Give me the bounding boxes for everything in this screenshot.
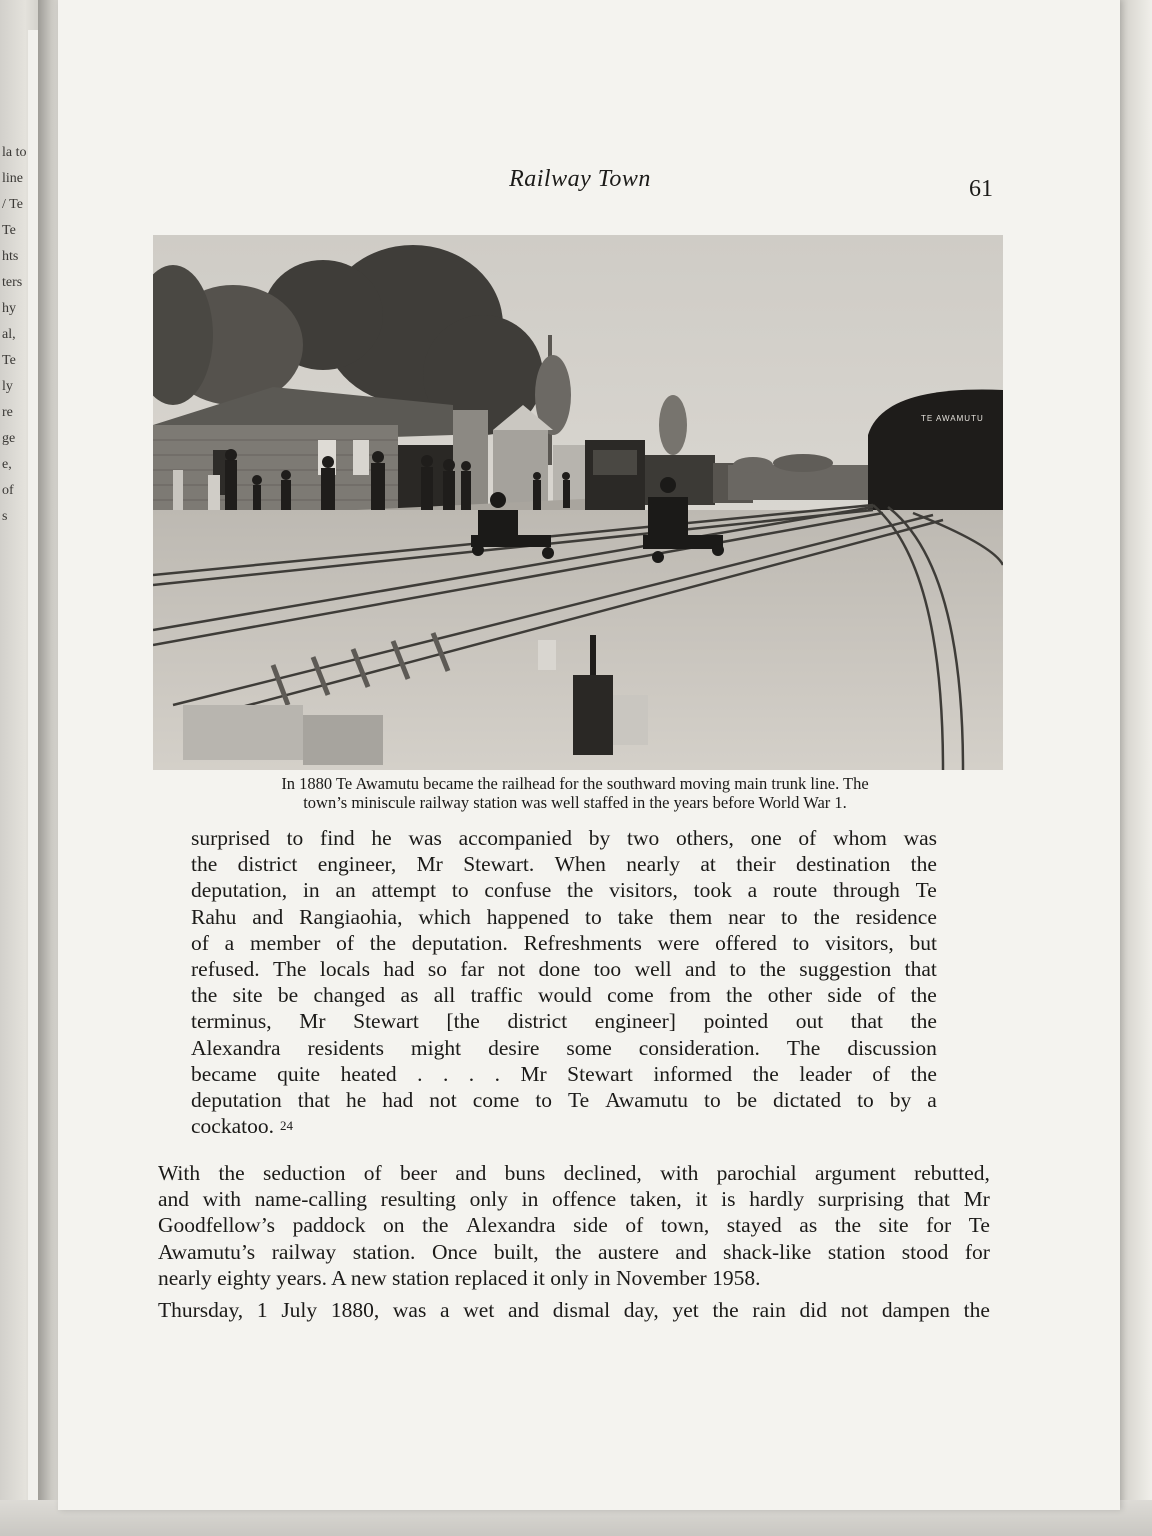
quote-last-line: cockatoo. [191,1114,274,1139]
text-line: of a member of the deputation. Refreshments were offered to visitors, but [191,930,937,955]
text-line: terminus, Mr Stewart [the district engineer] pointed out that the [191,1009,937,1034]
facing-page-fragment: Te [2,353,16,368]
railway-station-photo [153,235,1003,770]
text-line: deputation that he had not come to Te Awamutu to be dictated to by a [191,1087,937,1112]
body-text [158,1160,990,1323]
text-line: Goodfellow’s paddock on the Alexandra side of town, stayed as the site for Te [158,1213,990,1238]
text-line: and with name-calling resulting only in offence taken, it is hardly surprising that Mr [158,1187,990,1212]
text-line: Awamutu’s railway station. Once built, the austere and shack-like station stood for [158,1239,990,1264]
text-line: Thursday, 1 July 1880, was a wet and dismal day, yet the rain did not dampen the [158,1297,990,1322]
facing-page-fragment: al, [2,327,16,342]
page-number: 61 [969,176,993,202]
running-title: Railway Town [509,166,651,192]
page-stack-edge [1116,0,1152,1536]
text-line: the site be changed as all traffic would come from the other side of the [191,983,937,1008]
facing-page-fragment: Te [2,223,16,238]
caption-line: town’s miniscule railway station was well staffed in the years before World War 1. [303,793,847,812]
facing-page-fragment: / Te [2,197,23,212]
facing-page-fragment: e, [2,457,12,472]
text-line: Rahu and Rangiaohia, which happened to take them near to the residence [191,904,937,929]
facing-page [0,0,42,1536]
caption-line: In 1880 Te Awamutu became the railhead for the southward moving main trunk line. The [281,774,869,793]
facing-page-fragment: of [2,483,14,498]
historical-photo [153,235,1003,770]
text-line: refused. The locals had so far not done too well and to the suggestion that [191,956,937,981]
footnote-reference: 24 [279,1118,293,1134]
facing-page-fragment: ge [2,431,16,446]
text-line: With the seduction of beer and buns declined, with parochial argument rebutted, [158,1161,990,1185]
facing-page-fragment: s [2,509,8,524]
facing-page-fragment: re [2,405,13,420]
text-line: became quite heated . . . . Mr Stewart informed the leader of the [191,1061,937,1086]
text-line [191,1113,937,1139]
text-line: deputation, in an attempt to confuse the visitors, took a route through Te [191,878,937,903]
text-line: nearly eighty years. A new station replaced it only in November 1958. [158,1265,761,1290]
text-line: Alexandra residents might desire some consideration. The discussion [191,1035,937,1060]
text-line: the district engineer, Mr Stewart. When nearly at their destination the [191,852,937,877]
text-line: surprised to find he was accompanied by two others, one of whom was [191,826,937,850]
photo-caption [140,774,1010,812]
facing-page-fragment: la to [2,145,27,160]
facing-page-fragment: line [2,171,23,186]
facing-page-fragment: hy [2,301,16,316]
facing-page-fragment: ters [2,275,23,290]
facing-page-fragment: hts [2,249,19,264]
block-quote [191,825,937,1139]
facing-page-text-fragments [2,140,32,530]
station-sign: TE AWAMUTU [921,414,984,423]
facing-page-fragment: ly [2,379,13,394]
